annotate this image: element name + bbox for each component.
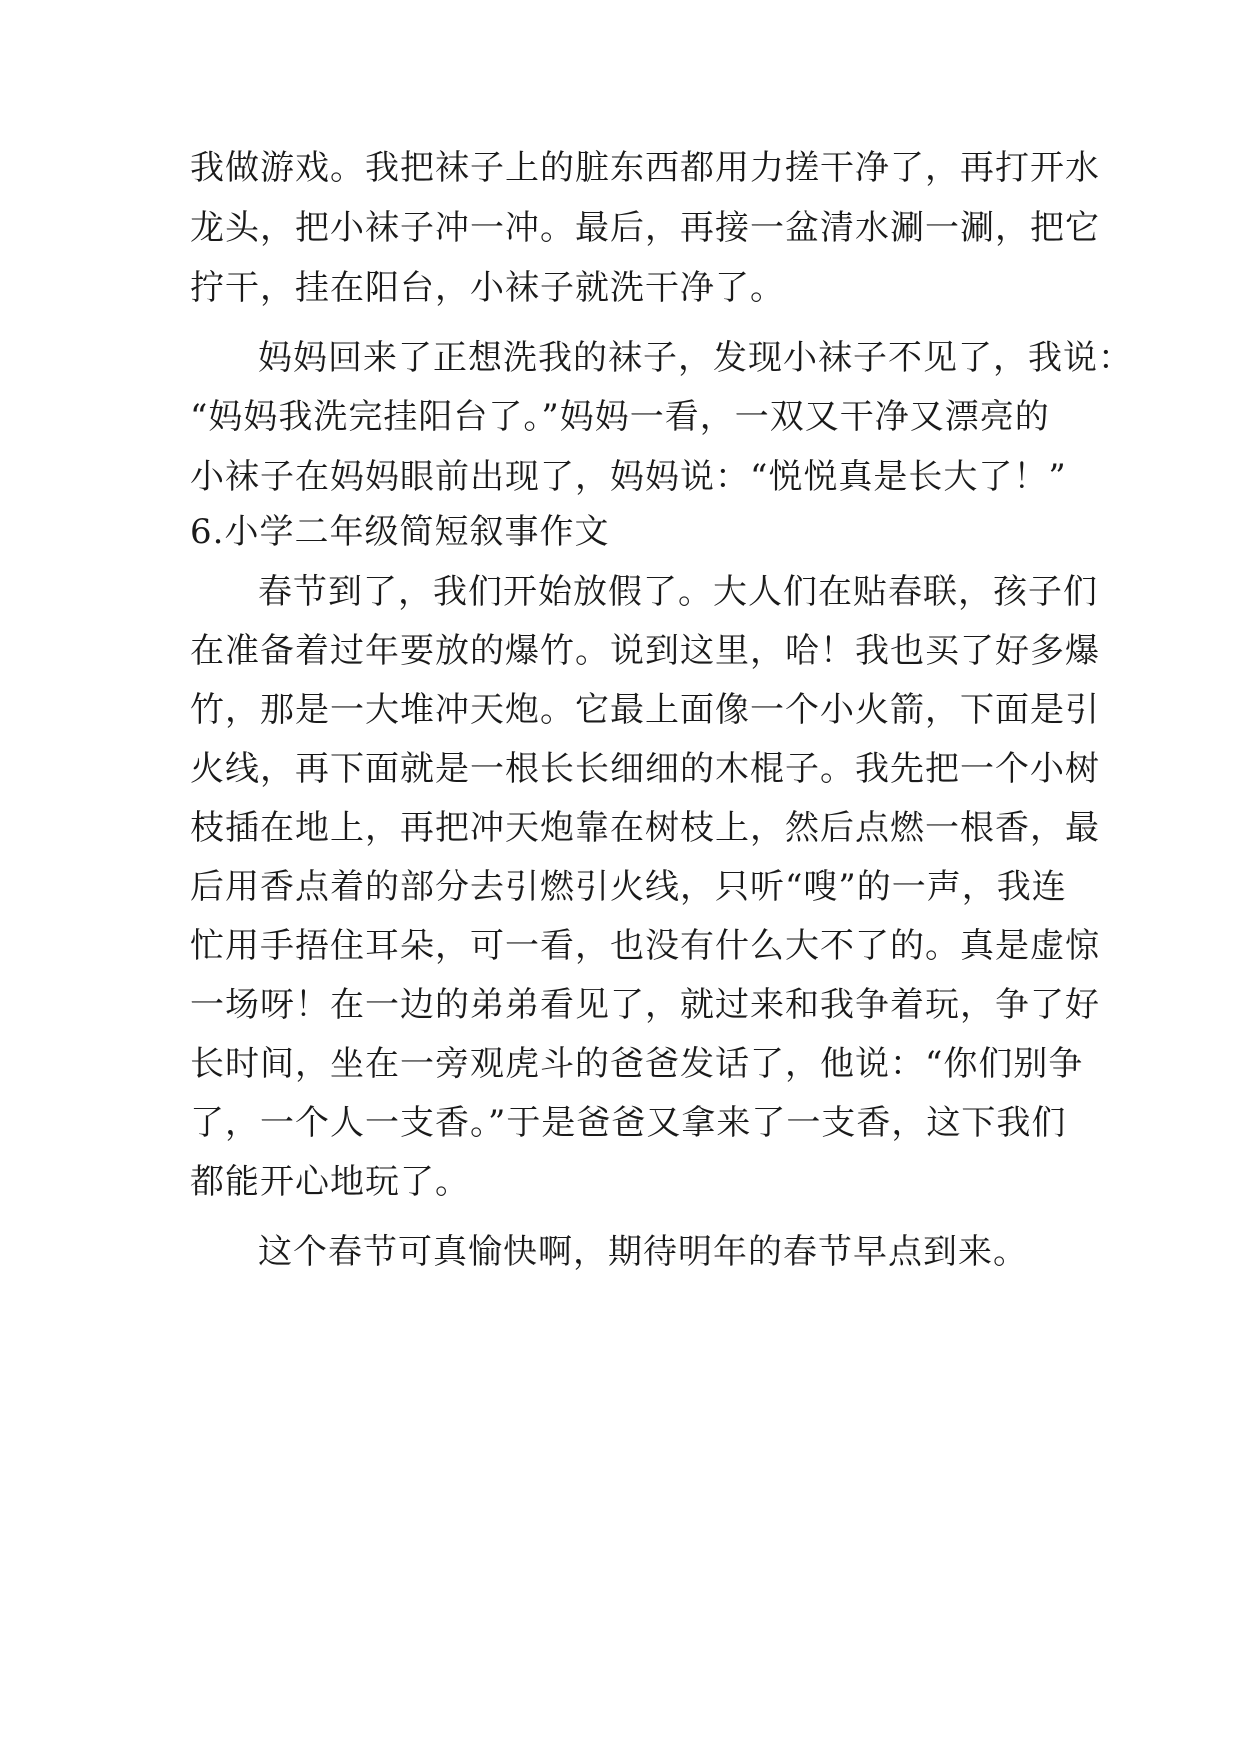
paragraph-line: 妈妈回来了正想洗我的袜子，发现小袜子不见了，我说： <box>258 338 1133 378</box>
paragraph-line: 忙用手捂住耳朵，可一看，也没有什么大不了的。真是虚惊 <box>190 926 1100 966</box>
paragraph-line: 一场呀！在一边的弟弟看见了，就过来和我争着玩，争了好 <box>190 985 1100 1025</box>
paragraph-line: 小袜子在妈妈眼前出现了，妈妈说：“悦悦真是长大了！” <box>190 457 1067 497</box>
paragraph-line: 春节到了，我们开始放假了。大人们在贴春联，孩子们 <box>258 572 1098 612</box>
paragraph-line: 在准备着过年要放的爆竹。说到这里，哈！我也买了好多爆 <box>190 631 1100 671</box>
paragraph-line: 后用香点着的部分去引燃引火线，只听“嗖”的一声，我连 <box>190 867 1067 907</box>
paragraph-line: 枝插在地上，再把冲天炮靠在树枝上，然后点燃一根香，最 <box>190 808 1100 848</box>
paragraph-line: 这个春节可真愉快啊，期待明年的春节早点到来。 <box>258 1232 1028 1272</box>
paragraph-line: 我做游戏。我把袜子上的脏东西都用力搓干净了，再打开水 <box>190 148 1100 188</box>
section-heading: 6.小学二年级简短叙事作文 <box>190 512 610 552</box>
paragraph-line: 竹，那是一大堆冲天炮。它最上面像一个小火箭，下面是引 <box>190 690 1100 730</box>
paragraph-line: 火线，再下面就是一根长长细细的木棍子。我先把一个小树 <box>190 749 1100 789</box>
paragraph-line: 都能开心地玩了。 <box>190 1162 470 1202</box>
paragraph-line: 长时间，坐在一旁观虎斗的爸爸发话了，他说：“你们别争 <box>190 1044 1084 1084</box>
paragraph-line: “妈妈我洗完挂阳台了。”妈妈一看，一双又干净又漂亮的 <box>190 397 1050 437</box>
paragraph-line: 龙头，把小袜子冲一冲。最后，再接一盆清水涮一涮，把它 <box>190 208 1100 248</box>
paragraph-line: 了，一个人一支香。”于是爸爸又拿来了一支香，这下我们 <box>190 1103 1067 1143</box>
paragraph-line: 拧干，挂在阳台，小袜子就洗干净了。 <box>190 268 785 308</box>
